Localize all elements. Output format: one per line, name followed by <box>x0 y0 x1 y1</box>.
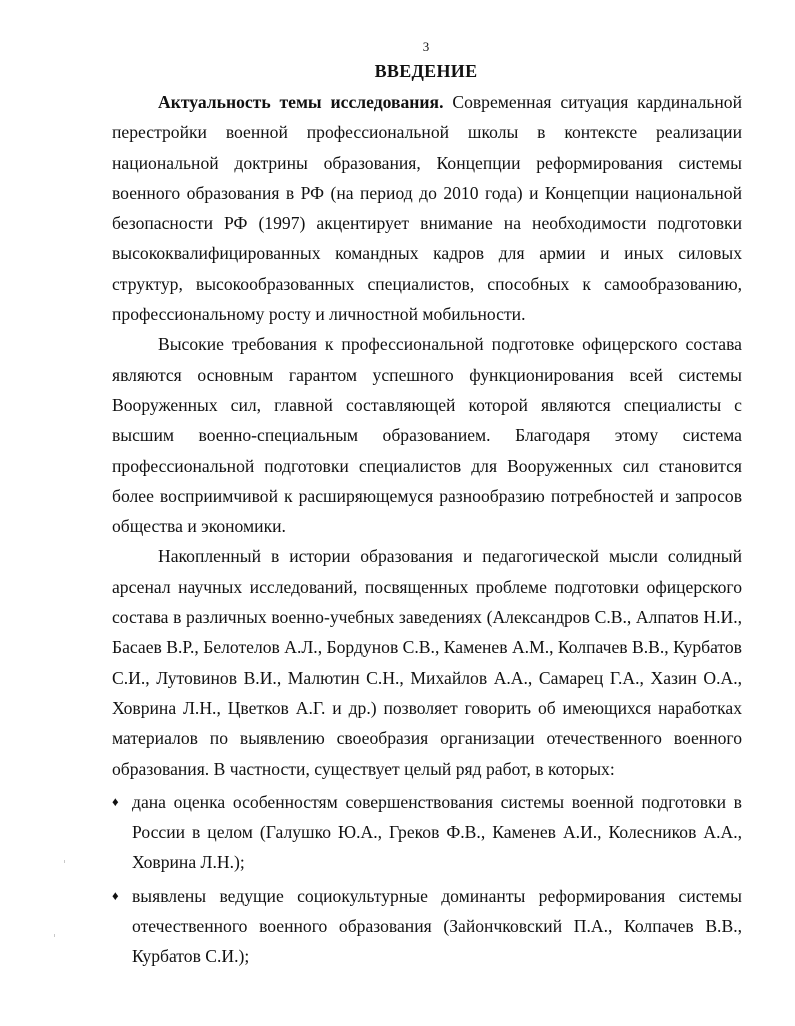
scan-artifact <box>64 860 65 863</box>
diamond-bullet-icon: ♦ <box>112 887 119 903</box>
list-item <box>112 787 742 878</box>
intro-lead: Актуальность темы исследования. <box>158 92 444 112</box>
list-item-text: выявлены ведущие социокультурные доминанты реформирования системы отечественного военного образования (Зайончковский П.А., Колпачев В.В., Курбатов С.И.); <box>132 885 742 967</box>
list-item <box>112 881 742 972</box>
scan-artifact <box>54 934 55 937</box>
intro-text: Современная ситуация кардинальной перестройки военной профессиональной школы в контексте реализации национальной доктрины образования, Концепции реформирования системы военного образования в РФ (на период до 2010 года) и Концепции национальной безопасности РФ (1997) акцентирует внимание на необходимости подготовки высококвалифицированных командных кадров для армии и иных силовых структур, высокообразованных специалистов, способных к самообразованию, профессиональному росту и личностной мобильности. <box>112 92 742 325</box>
paragraph-requirements: Высокие требования к профессиональной подготовке офицерского состава являются основным гарантом успешного функционирования всей системы Вооруженных сил, главной составляющей которой являются специалисты с высшим военно-специальным образованием. Благодаря этому система профессиональной подготовки специалистов для Вооруженных сил становится более восприимчивой к расширяющемуся разнообразию потребностей и запросов общества и экономики. <box>112 334 742 537</box>
page-title: ВВЕДЕНИЕ <box>374 61 478 81</box>
paragraph-research: Накопленный в истории образования и педагогической мысли солидный арсенал научных исследований, посвященных проблеме подготовки офицерского состава в различных военно-учебных заведениях (Александров С.В., Алпатов Н.И., Басаев В.Р., Белотелов А.Л., Бордунов С.В., Каменев А.М., Колпачев В.В., Курбатов С.И., Лутовинов В.И., Малютин С.Н., Михайлов А.А., Самарец Г.А., Хазин О.А., Ховрина Л.Н., Цветков А.Г. и др.) позволяет говорить об имеющихся наработках материалов по выявлению своеобразия организации отечественного военного образования. В частности, существует целый ряд работ, в которых: <box>112 546 742 779</box>
diamond-bullet-icon: ♦ <box>112 793 119 809</box>
list-item-text: дана оценка особенностям совершенствования системы военной подготовки в России в целом (Галушко Ю.А., Греков Ф.В., Каменев А.И., Колесников А.А., Ховрина Л.Н.); <box>132 791 742 873</box>
intro-paragraph <box>112 87 742 329</box>
bullet-list <box>112 787 742 972</box>
document-body <box>112 87 742 972</box>
page-number: 3 <box>422 39 430 54</box>
